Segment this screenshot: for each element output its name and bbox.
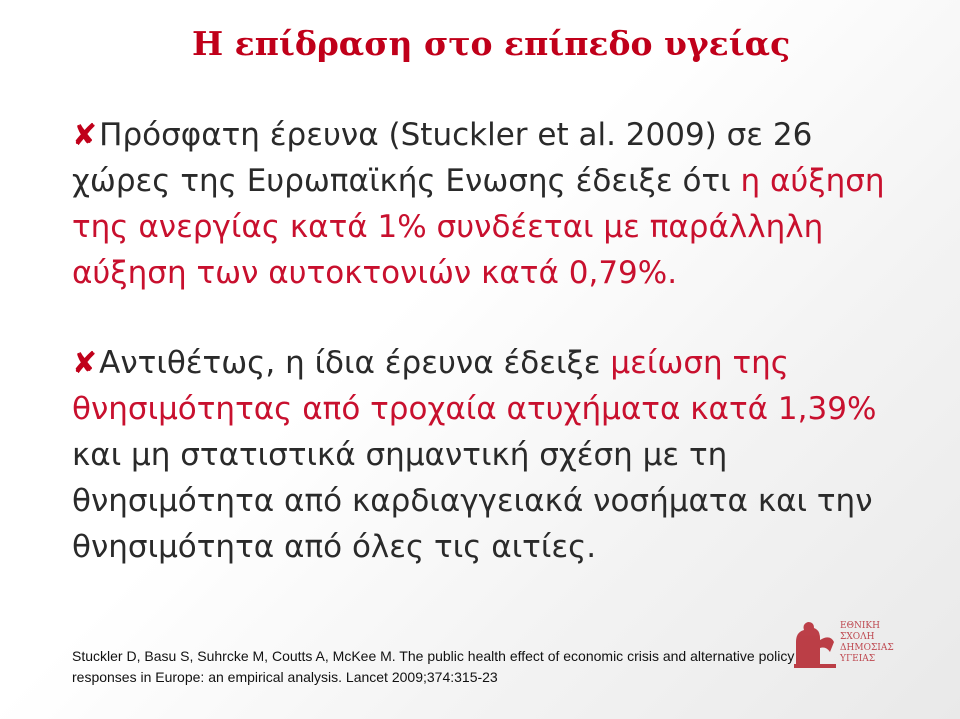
- bullet-2-text: Αντιθέτως, η ίδια έρευνα έδειξε: [99, 345, 611, 381]
- bullet-1-line-2: [72, 158, 907, 204]
- bullet-1-line-1-text: [72, 112, 812, 158]
- bullet-1-line-3-text: της ανεργίας κατά 1% συνδέεται με παράλληλη: [72, 209, 824, 245]
- bullet-1: [72, 112, 907, 296]
- bullet-1-line-2-text: χώρες της Ευρωπαϊκής Ενωσης έδειξε ότι: [72, 163, 741, 199]
- bullet-2-line-4: [72, 478, 907, 524]
- bullet-2-line-5-text: θνησιμότητα από όλες τις αιτίες.: [72, 529, 597, 565]
- bullet-1-line-1: [72, 112, 907, 158]
- cross-mark-icon: ✘: [72, 346, 98, 381]
- slide-title: Η επίδραση στο επίπεδο υγείας: [192, 24, 791, 63]
- bullet-2: [72, 340, 907, 570]
- bullet-2-highlight: μείωση της: [610, 345, 789, 381]
- reference-line-1: Stuckler D, Basu S, Suhrcke M, Coutts A, McKee M. The public health effect of economic crisis and alternative policy: [72, 648, 795, 664]
- bullet-2-line-5: [72, 524, 907, 570]
- bullet-2-line-3-text: και μη στατιστικά σημαντική σχέση με τη: [72, 437, 728, 473]
- logo-line-1: ΕΘΝΙΚΗ: [840, 621, 880, 631]
- cross-mark-icon: ✘: [72, 118, 98, 153]
- bullet-1-text: Πρόσφατη έρευνα (Stuckler et al. 2009) σε 26: [99, 117, 813, 153]
- logo-line-4: ΥΓΕΙΑΣ: [840, 654, 876, 664]
- reference-citation: [72, 646, 862, 688]
- logo-line-3: ΔΗΜΟΣΙΑΣ: [840, 643, 894, 653]
- bullet-1-line-4: [72, 250, 907, 296]
- bullet-2-line-2: [72, 386, 907, 432]
- bullet-2-line-4-text: θνησιμότητα από καρδιαγγειακά νοσήματα και την: [72, 483, 873, 519]
- bullet-1-line-3: [72, 204, 907, 250]
- logo-line-2: ΣΧΟΛΗ: [840, 632, 875, 642]
- bullet-1-line-4-text: αύξηση των αυτοκτονιών κατά 0,79%.: [72, 255, 678, 291]
- bullet-2-line-1: [72, 340, 907, 386]
- reference-line-2: responses in Europe: an empirical analysis. Lancet 2009;374:315-23: [72, 669, 498, 685]
- bullet-1-highlight: η αύξηση: [740, 163, 885, 199]
- bullet-2-line-2-text: θνησιμότητας από τροχαία ατυχήματα κατά 1,39%: [72, 391, 877, 427]
- bullet-2-line-3: [72, 432, 907, 478]
